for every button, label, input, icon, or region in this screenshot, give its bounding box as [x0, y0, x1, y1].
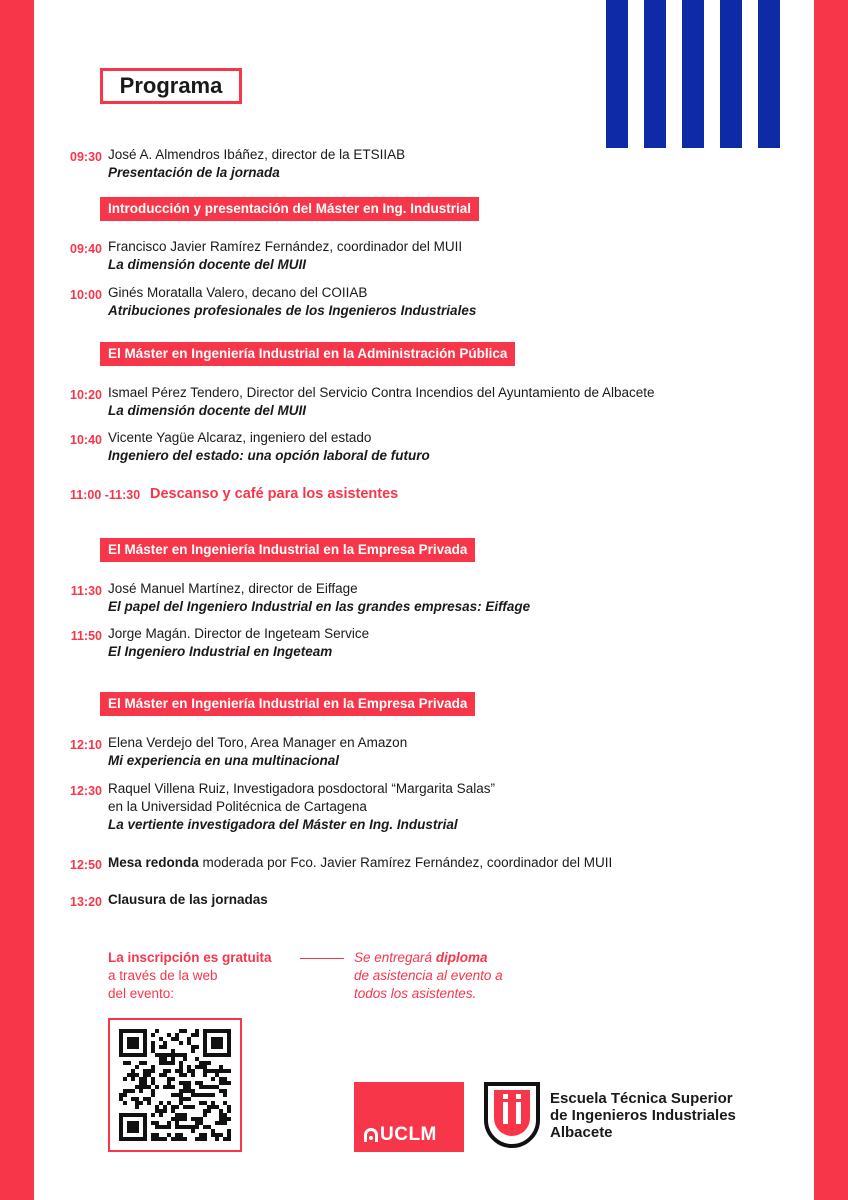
entry-talk: Ingeniero del estado: una opción laboral de futuro — [108, 448, 430, 463]
entry-time: 09:40 — [70, 242, 102, 256]
registration-line-1: La inscripción es gratuita — [108, 950, 272, 965]
registration-line-2: a través de la web — [108, 968, 218, 983]
entry-speaker-affiliation: en la Universidad Politécnica de Cartagena — [108, 799, 367, 814]
etsi-logo-text — [550, 1090, 736, 1141]
entry-talk: La dimensión docente del MUII — [108, 403, 307, 418]
entry-speaker: Vicente Yagüe Alcaraz, ingeniero del estado — [108, 430, 372, 445]
entry-time: 10:00 — [70, 288, 102, 302]
entry-speaker: Ismael Pérez Tendero, Director del Servicio Contra Incendios del Ayuntamiento de Albacete — [108, 385, 655, 400]
entry-time: 09:30 — [70, 150, 102, 164]
entry-speaker: Francisco Javier Ramírez Fernández, coordinador del MUII — [108, 239, 463, 254]
break-time: 11:00 -11:30 — [70, 488, 141, 502]
program-page — [34, 0, 814, 1200]
decorative-stripes — [606, 0, 782, 148]
round-table-label: Mesa redonda — [108, 855, 199, 870]
diploma-note — [354, 949, 574, 1003]
entry-talk: Presentación de la jornada — [108, 165, 280, 180]
diploma-bold: diploma — [435, 950, 488, 965]
entry-speaker: José A. Almendros Ibáñez, director de la ETSIIAB — [108, 147, 406, 162]
uclm-logo — [354, 1082, 464, 1152]
qr-code-icon — [119, 1029, 231, 1141]
entry-speaker: Jorge Magán. Director de Ingeteam Service — [108, 626, 370, 641]
entry-talk: La vertiente investigadora del Máster en Ing. Industrial — [108, 817, 458, 832]
section-header: El Máster en Ingeniería Industrial en la Empresa Privada — [100, 538, 475, 562]
break-label: Descanso y café para los asistentes — [150, 486, 399, 502]
entry-time: 10:20 — [70, 388, 102, 402]
etsi-line-1: Escuela Técnica Superior — [550, 1090, 733, 1107]
closing-label: Clausura de las jornadas — [108, 892, 268, 907]
etsi-line-3: Albacete — [550, 1124, 613, 1141]
diploma-pre: Se entregará — [354, 950, 436, 965]
entry-talk: El papel del Ingeniero Industrial en las grandes empresas: Eiffage — [108, 599, 531, 614]
registration-qr-code[interactable] — [108, 1018, 242, 1152]
entry-time: 11:50 — [70, 629, 102, 643]
entry-time: 12:10 — [70, 738, 102, 752]
connector-line — [300, 958, 344, 959]
etsi-shield-icon — [482, 1080, 542, 1152]
entry-time: 12:30 — [70, 784, 102, 798]
entry-talk: Atribuciones profesionales de los Ingenieros Industriales — [108, 303, 477, 318]
uclm-arch-icon — [362, 1126, 380, 1144]
entry-speaker: Elena Verdejo del Toro, Area Manager en Amazon — [108, 735, 408, 750]
diploma-line-2: de asistencia al evento a — [354, 968, 503, 983]
round-table-text: moderada por Fco. Javier Ramírez Fernández, coordinador del MUII — [198, 855, 613, 870]
entry-time: 11:30 — [70, 584, 102, 598]
entry-speaker: Raquel Villena Ruiz, Investigadora posdoctoral “Margarita Salas” — [108, 781, 495, 796]
entry-talk: Mi experiencia en una multinacional — [108, 753, 340, 768]
section-header: El Máster en Ingeniería Industrial en la Administración Pública — [100, 342, 515, 366]
entry-talk: El Ingeniero Industrial en Ingeteam — [108, 644, 333, 659]
page-title: Programa — [100, 68, 242, 104]
section-header: Introducción y presentación del Máster en Ing. Industrial — [100, 197, 479, 221]
entry-speaker: Ginés Moratalla Valero, decano del COIIAB — [108, 285, 368, 300]
entry-talk: La dimensión docente del MUII — [108, 257, 307, 272]
registration-note — [108, 949, 308, 1003]
registration-line-3: del evento: — [108, 986, 175, 1001]
diploma-line-3: todos los asistentes. — [354, 986, 477, 1001]
section-header: El Máster en Ingeniería Industrial en la Empresa Privada — [100, 692, 475, 716]
uclm-logo-text: UCLM — [380, 1124, 437, 1145]
entry-speaker: José Manuel Martínez, director de Eiffage — [108, 581, 358, 596]
etsi-line-2: de Ingenieros Industriales — [550, 1107, 736, 1124]
entry-time: 12:50 — [70, 858, 102, 872]
entry-time: 10:40 — [70, 433, 102, 447]
entry-time: 13:20 — [70, 895, 102, 909]
